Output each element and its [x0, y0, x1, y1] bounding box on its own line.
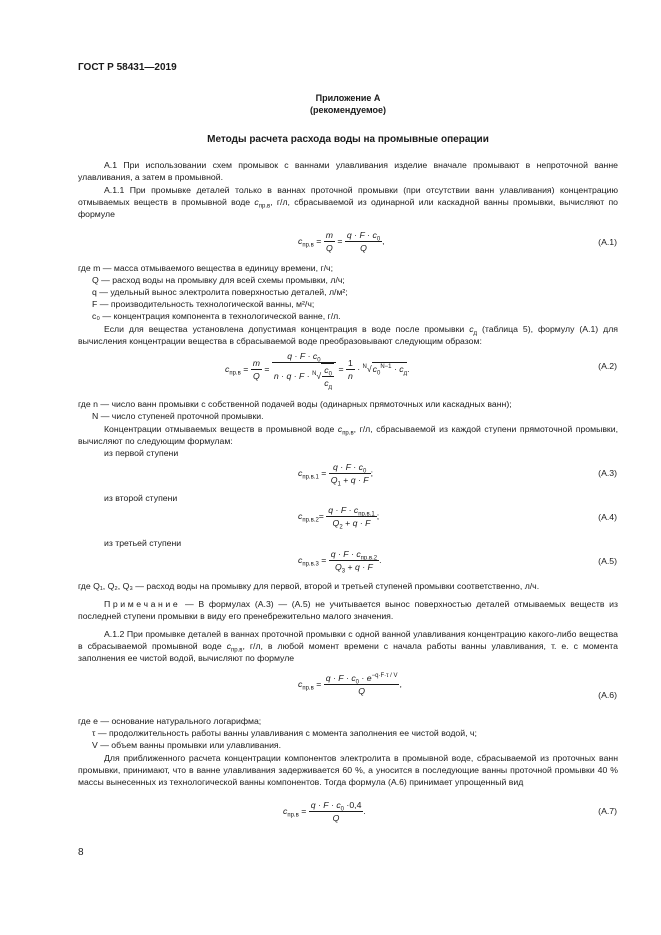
definition-line: F — производительность технологической ванны, м²/ч;	[92, 299, 315, 309]
appendix-subtitle: (рекомендуемое)	[310, 105, 386, 115]
paragraph-a1: А.1 При использовании схем промывок с ваннами улавливания изделие вначале промывают в непроточной ванне улавливания, а затем в промывной.	[78, 160, 618, 182]
definition-line: где Q₁, Q₂, Q₃ — расход воды на промывку для первой, второй и третьей ступеней промывки соответственно, л/ч.	[78, 581, 540, 591]
equation-a6: $c_{пр.в}$ = $\frac{q \cdot F \cdot c_0 \cdot e^{-q\cdot F\cdot\tau / V}}{Q}$ ,	[298, 673, 402, 696]
definition-line: Q — расход воды на промывку для всей схемы промывки, л/ч;	[92, 275, 345, 285]
paragraph-approx: Для приближенного расчета концентрации компонентов электролита в промывной воде, сбрасываемой из проточных ванн промывки, принимают, что в ванне улавливания задерживается 60 %, а уносится в последующие ванны проточной промывки 40 % массы вынесенных из технологической ванны компонентов. Тогда формула (А.6) принимает упрощенный вид	[78, 753, 618, 787]
paragraph-condition: Если для вещества установлена допустимая концентрация в воде после промывки $c_д$ (таблица 5), формулу (А.1) для вычисления концентрации вещества в сбрасываемой воде преобразовывают следующим образом:	[78, 324, 618, 346]
text-fragment: , г/л, сбрасываемой из одинарной или каскадной ванны промывки, вычисляют по формуле	[78, 197, 618, 219]
paragraph-a11: А.1.1 При промывке деталей только в ваннах проточной промывки (при отсутствии ванн улавливания) концентрацию отмываемых веществ в промывной воде $c_{пр.в}$, г/л, сбрасываемой из одинарной или каскадной ванны промывки, вычисляют по формуле	[78, 185, 618, 219]
main-title: Методы расчета расхода воды на промывные операции	[207, 134, 489, 145]
text-fragment: А.1.2 При промывке деталей в ваннах проточной промывки с одной ванной улавливания концентрацию какого-либо вещества в сбрасываемой промывной воде	[78, 629, 618, 651]
equation-number: (А.3)	[598, 468, 617, 478]
stage-label: из первой ступени	[104, 448, 179, 458]
definition-line: c₀ — концентрация компонента в технологической ванне, г/л.	[92, 311, 341, 321]
note	[78, 598, 618, 622]
appendix-title: Приложение А	[315, 93, 381, 103]
stage-label: из второй ступени	[104, 493, 178, 503]
paragraph-stages: Концентрации отмываемых веществ в промывной воде $c_{пр.в}$, г/л, сбрасываемой из каждой ступени прямоточной промывки, вычисляют по следующим формулам:	[78, 424, 619, 446]
text-fragment: , г/л, в любой момент времени с начала работы ванны улавливания, т. е. с момента заполнения ее чистой водой, вычисляют по формуле	[78, 641, 619, 663]
equation-a2: $c_{пр.в}$ = $\frac{m}{Q}$ = $q \cdot F \cdot c_0$ n · q · F · $^N$√ $\frac{c_0}{c_д}$ = $\frac{1}{n}$ · $^N√c_0^{N-1} \cdot c_д$.	[225, 351, 410, 391]
stage-label: из третьей ступени	[104, 538, 182, 548]
equation-a4: $c_{пр.в.2}=$ $\frac{q \cdot F \cdot c_{пр.в.1}}{Q_2 + q \cdot F}$ ;	[298, 505, 380, 531]
equation-a3: $c_{пр.в.1}$ = $\frac{q \cdot F \cdot c_0}{Q_1 + q \cdot F}$ ;	[298, 462, 374, 488]
text-fragment: Если для вещества установлена допустимая концентрация в воде после промывки	[104, 324, 470, 334]
equation-a1: $c_{пр.в}$ = $\frac{m}{Q}$ = $\frac{q \cdot F \cdot c_0}{Q}$ ,	[298, 230, 385, 253]
definition-line: q — удельный вынос электролита поверхностью деталей, л/м²;	[92, 287, 348, 297]
standard-header: ГОСТ Р 58431—2019	[78, 62, 177, 73]
equation-number: (А.4)	[598, 512, 617, 522]
definition-line: где m — масса отмываемого вещества в единицу времени, г/ч;	[78, 263, 333, 273]
equation-number: (А.2)	[598, 361, 617, 371]
equation-number: (А.6)	[598, 690, 617, 700]
text-fragment: , г/л, сбрасываемой из каждой ступени прямоточной промывки, вычисляют по следующим формулам:	[78, 424, 619, 446]
paragraph-a12: А.1.2 При промывке деталей в ваннах проточной промывки с одной ванной улавливания концентрацию какого-либо вещества в сбрасываемой промывной воде $c_{пр.в}$, г/л, в любой момент времени с начала работы ванны улавливания, т. е. с момента заполнения ее чистой водой, вычисляют по формуле	[78, 629, 619, 663]
equation-number: (А.7)	[598, 806, 617, 816]
text-fragment: Концентрации отмываемых веществ в промывной воде	[104, 424, 338, 434]
page-number: 8	[78, 847, 84, 858]
definition-line: где n — число ванн промывки с собственной подачей воды (одинарных прямоточных или каскадных ванн);	[78, 399, 512, 409]
equation-a7: $c_{пр.в}$ = $\frac{q \cdot F \cdot c_0 \cdot 0,4}{Q}$ .	[283, 800, 366, 823]
equation-number: (А.1)	[598, 237, 617, 247]
definition-line: где e — основание натурального логарифма;	[78, 716, 262, 726]
definition-line: N — число ступеней проточной промывки.	[92, 411, 264, 421]
equation-number: (А.5)	[598, 556, 617, 566]
definition-line: V — объем ванны промывки или улавливания.	[92, 740, 282, 750]
equation-a5: $c_{пр.в.3}$ = $\frac{q \cdot F \cdot c_{пр.в.2}}{Q_3 + q \cdot F}$ .	[298, 549, 382, 575]
text-fragment: А.1.1 При промывке деталей только в ваннах проточной промывки (при отсутствии ванн улавливания) концентрацию отмываемых веществ в промывной воде	[78, 185, 618, 207]
text-fragment: (таблица 5), формулу (А.1) для вычисления концентрации вещества в сбрасываемой воде преобразовывают следующим образом:	[78, 324, 618, 346]
note-label: Примечание	[104, 599, 181, 609]
definition-line: τ — продолжительность работы ванны улавливания с момента заполнения ее чистой водой, ч;	[92, 728, 477, 738]
note-text: — В формулах (А.3) — (А.5) не учитывается вынос поверхностью деталей отмываемых веществ из последней ступени промывки в виду его пренебрежительно малого значения.	[78, 599, 618, 621]
